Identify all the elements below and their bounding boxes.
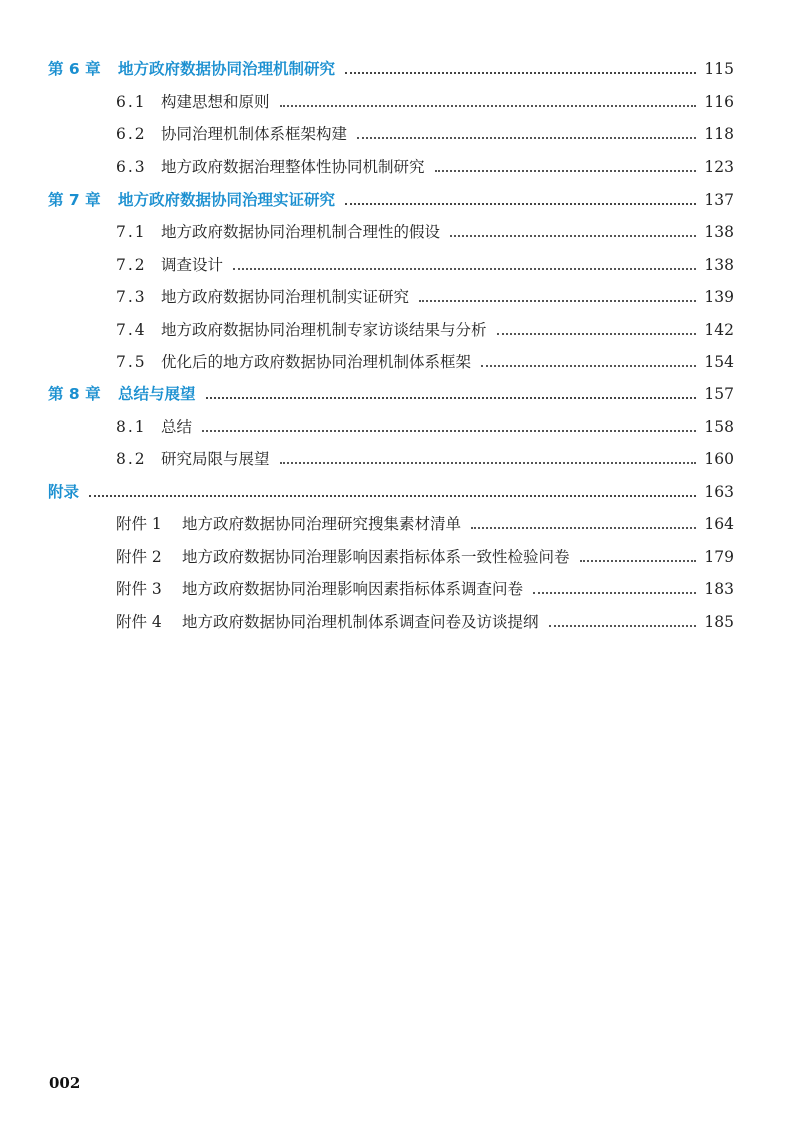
toc-appendix[interactable] (48, 476, 734, 502)
attachment-title: 地方政府数据协同治理研究搜集素材清单 (182, 515, 462, 533)
page-number: 118 (704, 125, 734, 143)
dot-leader (549, 624, 697, 627)
toc-attachment-3[interactable] (116, 573, 734, 599)
toc-section-6-3[interactable] (116, 151, 734, 177)
dot-leader (345, 202, 696, 205)
page-number: 160 (704, 450, 734, 468)
toc-chapter-8[interactable] (48, 378, 734, 404)
dot-leader (533, 591, 696, 594)
dot-leader (435, 169, 697, 172)
attachment-number: 附件 3 (116, 580, 162, 598)
section-title: 协同治理机制体系框架构建 (161, 125, 348, 143)
attachment-number: 附件 1 (116, 515, 162, 533)
page-number: 123 (704, 158, 734, 176)
page-number: 157 (704, 385, 734, 403)
chapter-number: 第 7 章 (48, 191, 101, 209)
page-number: 138 (704, 223, 734, 241)
page-number: 138 (704, 256, 734, 274)
page-number: 115 (704, 60, 734, 78)
page-number: 163 (704, 483, 734, 501)
page-number: 154 (704, 353, 734, 371)
toc-chapter-7[interactable] (48, 184, 734, 210)
dot-leader (419, 299, 696, 302)
section-number: 6.1 (116, 93, 147, 111)
toc-section-6-2[interactable] (116, 118, 734, 144)
section-title: 研究局限与展望 (161, 450, 270, 468)
page-number: 142 (704, 321, 734, 339)
dot-leader (580, 559, 697, 562)
page-number: 179 (704, 548, 734, 566)
attachment-title: 地方政府数据协同治理影响因素指标体系一致性检验问卷 (182, 548, 570, 566)
section-title: 地方政府数据协同治理机制实证研究 (161, 288, 410, 306)
dot-leader (497, 332, 697, 335)
section-number: 7.2 (116, 256, 147, 274)
page-number: 158 (704, 418, 734, 436)
chapter-title: 总结与展望 (118, 385, 196, 403)
page-number: 116 (704, 93, 734, 111)
section-title: 地方政府数据协同治理机制合理性的假设 (161, 223, 441, 241)
toc-section-7-3[interactable] (116, 281, 734, 307)
toc-section-8-1[interactable] (116, 411, 734, 437)
section-title: 调查设计 (161, 256, 224, 274)
toc-section-6-1[interactable] (116, 86, 734, 112)
section-number: 8.1 (116, 418, 147, 436)
dot-leader (280, 104, 697, 107)
section-title: 地方政府数据治理整体性协同机制研究 (161, 158, 425, 176)
toc-section-7-1[interactable] (116, 216, 734, 242)
toc-attachment-4[interactable] (116, 606, 734, 632)
chapter-title: 地方政府数据协同治理实证研究 (118, 191, 336, 209)
toc-chapter-6[interactable] (48, 53, 734, 79)
dot-leader (233, 267, 696, 270)
section-number: 7.3 (116, 288, 147, 306)
page-number: 185 (704, 613, 734, 631)
attachment-number: 附件 4 (116, 613, 162, 631)
section-number: 6.2 (116, 125, 147, 143)
appendix-title: 附录 (48, 483, 80, 501)
dot-leader (206, 396, 697, 399)
section-title: 构建思想和原则 (161, 93, 270, 111)
toc-section-8-2[interactable] (116, 443, 734, 469)
dot-leader (471, 526, 696, 529)
section-title: 地方政府数据协同治理机制专家访谈结果与分析 (161, 321, 487, 339)
page-number: 137 (704, 191, 734, 209)
section-number: 7.4 (116, 321, 147, 339)
section-number: 8.2 (116, 450, 147, 468)
chapter-number: 第 6 章 (48, 60, 101, 78)
folio-page-number: 002 (49, 1074, 81, 1092)
chapter-number: 第 8 章 (48, 385, 101, 403)
attachment-title: 地方政府数据协同治理机制体系调查问卷及访谈提纲 (182, 613, 539, 631)
toc-section-7-5[interactable] (116, 346, 734, 372)
toc-section-7-2[interactable] (116, 249, 734, 275)
dot-leader (481, 364, 696, 367)
section-number: 7.1 (116, 223, 147, 241)
dot-leader (345, 71, 696, 74)
page-number: 139 (704, 288, 734, 306)
toc-section-7-4[interactable] (116, 314, 734, 340)
toc-attachment-1[interactable] (116, 508, 734, 534)
dot-leader (357, 136, 696, 139)
dot-leader (202, 429, 696, 432)
section-title: 优化后的地方政府数据协同治理机制体系框架 (161, 353, 472, 371)
toc-attachment-2[interactable] (116, 541, 734, 567)
section-number: 7.5 (116, 353, 147, 371)
section-title: 总结 (161, 418, 193, 436)
page-number: 183 (704, 580, 734, 598)
section-number: 6.3 (116, 158, 147, 176)
chapter-title: 地方政府数据协同治理机制研究 (118, 60, 336, 78)
dot-leader (89, 494, 696, 497)
dot-leader (450, 234, 696, 237)
attachment-number: 附件 2 (116, 548, 162, 566)
dot-leader (280, 461, 697, 464)
attachment-title: 地方政府数据协同治理影响因素指标体系调查问卷 (182, 580, 524, 598)
page-number: 164 (704, 515, 734, 533)
